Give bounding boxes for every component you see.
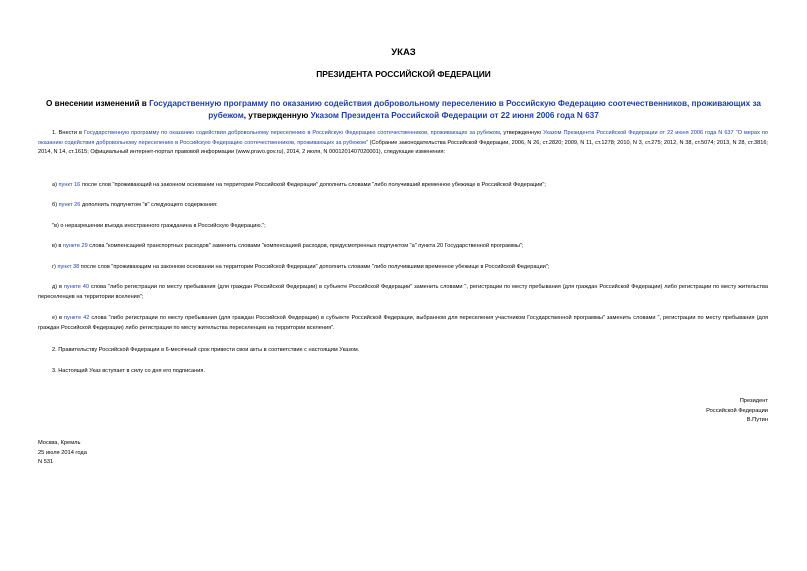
date-text: 25 июля 2014 года [38,449,87,456]
paragraph-d [38,283,768,302]
pv-text-2: слова "компенсацией транспортных расходов" заменить словами "компенсацией расходов, предусмотренных подпунктом "а" пункта 20 Государственной программы"; [87,243,524,249]
title-text-2: , утвержденную [243,111,311,120]
title-link-program[interactable]: Государственную программу по оказанию содействия добровольному переселению в Российскую Федерацию соотечественников, проживающих за рубежом [149,99,761,120]
p1-text-2: , утвержденную [499,130,544,136]
paragraph-a [38,181,768,191]
pv-text-1: в) в [52,243,63,249]
paragraph-v [38,242,768,252]
signature-name: В.Путин [746,417,768,423]
pa-link[interactable]: пункт 16 [58,182,81,188]
pv-link[interactable]: пункте 29 [62,243,88,249]
pd-text-1: д) в [52,284,64,290]
pa-text-1: а) [52,182,59,188]
title-link-decree[interactable]: Указом Президента Российской Федерации от 22 июня 2006 года N 637 [310,111,599,120]
number-text: N 531 [38,459,54,465]
place-text: Москва, Кремль [38,440,81,446]
pd-link[interactable]: пункте 40 [63,284,89,290]
paragraph-2: 2. Правительству Российской Федерации в 6-месячный срок привести свои акты в соответствие с настоящим Указом. [52,347,360,353]
title-text-1: О внесении изменений в [46,99,150,108]
pa-text-2: после слов "проживающий на законном основании на территории Российской Федерации" дополнить словами "либо получивший временное убежище в Российской Федерации"; [80,182,546,188]
signature-title: Президент [739,398,768,404]
issuer-heading: ПРЕЗИДЕНТА РОССИЙСКОЙ ФЕДЕРАЦИИ [316,69,491,79]
signature-org: Российской Федерации [706,407,768,414]
p1-text-1: 1. Внести в [52,130,84,136]
pg-link[interactable]: пункт 38 [57,264,80,270]
document-title [40,98,767,122]
paragraph-1 [38,129,768,158]
place-date-block [38,439,87,468]
paragraph-b-quote: "в) о неразрешении въезда иностранного гражданина в Российскую Федерацию."; [52,223,266,229]
pd-text-2: слова "либо регистрации по месту пребывания (для граждан Российской Федерации) в субъекте Российской Федерации" заменить словами ", регистрации по месту пребывания (для граждан Российской Федерации) либо регистрации по месту жительства переселенцев на территории вселения"; [38,284,768,300]
pg-text-1: г) [52,264,58,270]
signature-block [560,397,768,426]
pg-text-2: после слов "проживающим на законном основании на территории Российской Федерации" дополнить словами "либо получившими временное убежище в Российской Федерации"; [79,264,550,270]
pe-link[interactable]: пункте 42 [64,315,90,321]
paragraph-g [38,263,768,273]
pe-text-2: слова "либо регистрации по месту пребывания (для граждан Российской Федерации) в субъекте Российской Федерации, выбранном для переселения участником Государственной программы" заменить словами ", регистрации по месту пребывания (для граждан Российской Федерации) либо регистрации по месту жительства переселенцев на территории вселения". [38,315,768,331]
pb-text-2: дополнить подпунктом "в" следующего содержания: [80,202,218,208]
paragraph-3: 3. Настоящий Указ вступает в силу со дня его подписания. [52,368,205,374]
paragraph-e [38,314,768,333]
decree-heading: УКАЗ [391,47,416,58]
pe-text-1: е) в [52,315,65,321]
p1-link-decree[interactable]: Указом Президента Российской Федерации от 22 июня 2006 года N 637 "О мерах по оказанию содействия добровольному переселению в Российскую Федерацию соотечественников, проживающих за рубежом" [38,130,769,146]
pb-link[interactable]: пункт 26 [58,202,81,208]
p1-text-3: (Собрание законодательства Российской Федерации, 2006, N 26, ст.2820; 2009, N 11, ст.1278; 2010, N 3, ст.275; 2012, N 38, ст.5074; 2013, N 28, ст.3816; 2014, N 14, ст.1615; Официальный интернет-портал правовой информации (www.pravo.gov.ru), 2014, 2 июля, N 0001201407020001), следующие изменения: [38,139,768,155]
paragraph-b [38,201,768,211]
p1-link-program[interactable]: Государственную программу по оказанию содействия добровольному переселению в Российскую Федерацию соотечественников, проживающих за рубежом [83,130,500,136]
pb-text-1: б) [52,202,59,208]
